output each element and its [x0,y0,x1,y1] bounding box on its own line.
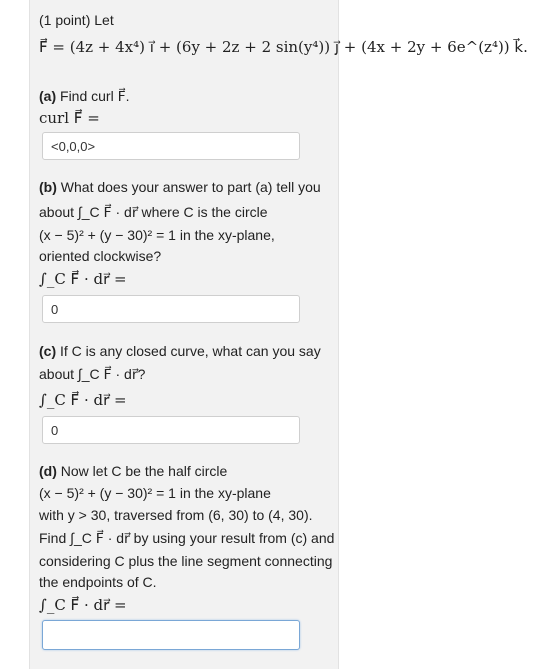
part-c-answer-field[interactable] [42,416,300,444]
part-b-line-2: about ∫_C F⃗ · dr⃗ where C is the circle [39,204,268,220]
field-definition [39,38,528,56]
part-d-line-1-text: Now let C be the half circle [60,463,228,479]
part-a-answer-label: curl F⃗ = [39,109,100,127]
part-b-line-1 [39,177,321,197]
part-d-line-2: (x − 5)² + (y − 30)² = 1 in the xy-plane [39,485,271,501]
part-c-answer-label: ∫_C F⃗ · dr⃗ = [39,391,127,409]
part-b-line-3: (x − 5)² + (y − 30)² = 1 in the xy-plane, [39,227,275,243]
part-d-answer-label: ∫_C F⃗ · dr⃗ = [39,596,127,614]
points-label: (1 point) Let [39,12,114,28]
part-d-line-1 [39,461,227,481]
part-d-line-3: with y > 30, traversed from (6, 30) to (4, 30). [39,507,313,523]
part-a-question [39,86,130,106]
part-b-answer-field[interactable] [42,295,300,323]
part-d-label: (d) [39,463,57,479]
part-c-line-1-text: If C is any closed curve, what can you say [60,343,321,359]
part-b-line-4: oriented clockwise? [39,248,162,264]
part-d-answer-field[interactable] [42,620,300,650]
part-a-label: (a) [39,88,57,104]
part-a-text: Find curl F⃗. [60,88,130,104]
part-c-label: (c) [39,343,57,359]
part-d-line-4: Find ∫_C F⃗ · dr⃗ by using your result from (c) and [39,530,335,546]
field-definition-text: F⃗ = (4z + 4x⁴) i⃗ + (6y + 2z + 2 sin(y⁴)) j⃗ + (4x + 2y + 6e^(z⁴)) k⃗. [39,38,528,56]
part-b-answer-label: ∫_C F⃗ · dr⃗ = [39,270,127,288]
part-d-line-6: the endpoints of C. [39,574,157,590]
part-c-line-1 [39,341,321,361]
part-b-label: (b) [39,179,57,195]
part-b-line-1-text: What does your answer to part (a) tell you [60,179,321,195]
part-a-answer-field[interactable] [42,132,300,160]
part-d-line-5: considering C plus the line segment connecting [39,553,333,569]
part-c-line-2: about ∫_C F⃗ · dr⃗? [39,366,146,382]
